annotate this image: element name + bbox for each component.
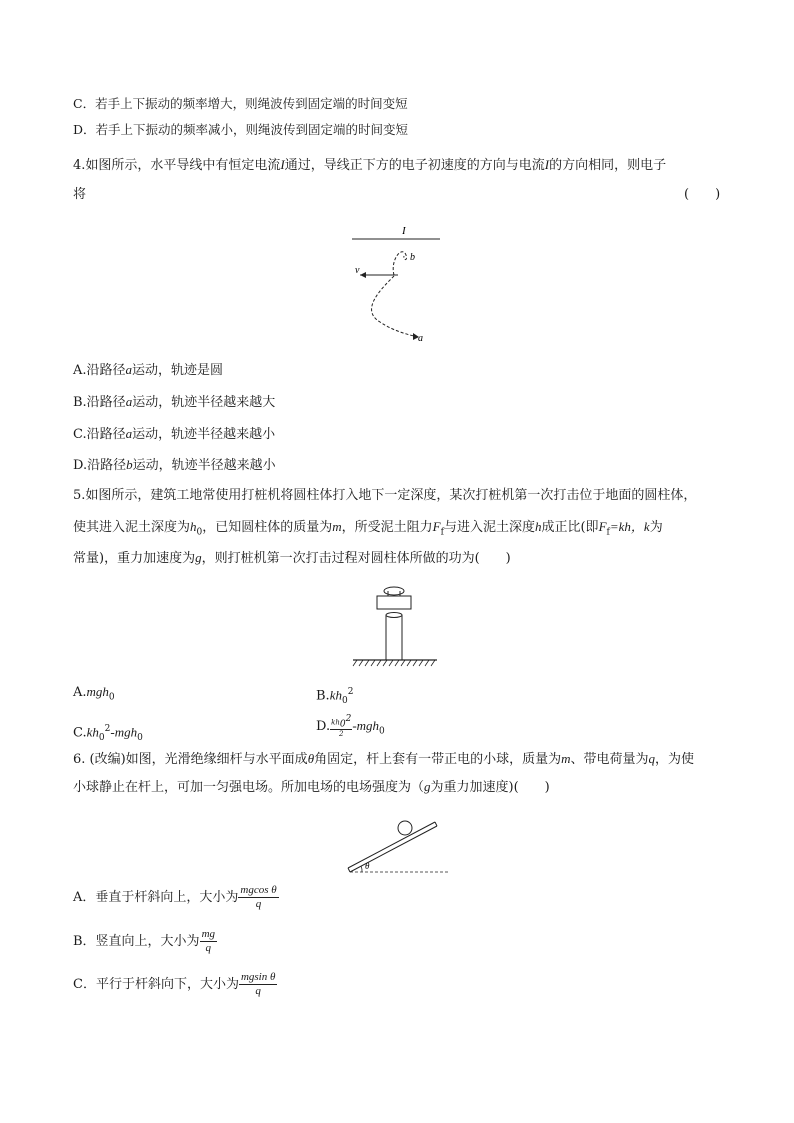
q4-option-d: D.沿路径b运动，轨迹半径越来越小	[73, 457, 276, 473]
q5-option-d-fraction: $\frac{kh_0^2}{2}$	[331, 714, 352, 738]
q4-figure	[340, 220, 460, 345]
q4-fig-label-i: I	[402, 225, 406, 237]
q3-option-c: C．若手上下振动的频率增大，则绳波传到固定端的时间变短	[73, 96, 408, 111]
q4-stem-c: 的方向相同，则电子	[549, 158, 667, 173]
q6-option-a: A．垂直于杆斜向上，大小为 $\frac{\text{mgcos θ}}{q}$	[73, 884, 277, 910]
q5-option-c: $C.kh_0^2-mgh_0$	[73, 724, 143, 743]
q6-stem-line2: 小球静止在杆上，可加一匀强电场。所加电场的电场强度为（g为重力加速度)( )	[73, 779, 550, 795]
q4-stem-b: 通过，导线正下方的电子初速度的方向与电流	[284, 158, 545, 173]
q6-rod-figure	[340, 802, 460, 877]
q5-option-d: D. $\frac{kh_0^2}{2}$ -mgh$_0$	[316, 714, 385, 738]
q3-option-d: D．若手上下振动的频率减小，则绳波传到固定端的时间变短	[73, 122, 409, 137]
q4-stem-line1	[73, 157, 666, 174]
q4-stem-line2: 将	[73, 187, 87, 202]
q4-var-i: I	[280, 157, 285, 172]
q6-fig-label-theta: θ	[365, 861, 370, 871]
q5-option-a: A.mgh$_0$	[73, 684, 115, 703]
q4-path-a	[372, 276, 418, 337]
q6-option-b-fraction: $\frac{mg}{q}$	[201, 928, 216, 954]
q4-option-a: A.沿路径a运动，轨迹是圆	[73, 362, 224, 378]
q5-option-b: $B.kh_0^2$	[316, 687, 354, 706]
q4-fig-label-a: a	[418, 333, 423, 344]
q4-stem-a: 4.如图所示，水平导线中有恒定电流	[73, 158, 281, 173]
q4-option-b: B.沿路径a运动，轨迹半径越来越大	[73, 394, 276, 410]
q5-stem-line2: 使其进入泥土深度为$h_0$，已知圆柱体的质量为m，所受泥土阻力$F_f$与进入泥土深度h成正比(即$F_f=kh$，k为	[73, 519, 663, 538]
q4-var-i2: I	[544, 157, 550, 172]
q6-option-a-fraction: $\frac{\text{mgcos θ}}{q}$	[240, 884, 277, 910]
q6-option-c: C．平行于杆斜向下，大小为 $\frac{\text{mgsin θ}}{q}$	[73, 971, 276, 997]
q4-path-b	[393, 252, 406, 275]
q6-option-c-fraction: $\frac{\text{mgsin θ}}{q}$	[240, 971, 276, 997]
q4-option-c: C.沿路径a运动，轨迹半径越来越小	[73, 426, 276, 442]
q5-pile-driver-figure	[345, 582, 445, 672]
q4-fig-label-b: b	[410, 252, 415, 263]
q6-option-b: B．竖直向上，大小为 $\frac{mg}{q}$	[73, 928, 216, 954]
q4-answer-paren: ( )	[684, 187, 721, 202]
q4-fig-label-v: v	[355, 265, 360, 276]
q5-stem-line3: 常量)，重力加速度为g，则打桩机第一次打击过程对圆柱体所做的功为( )	[73, 550, 511, 566]
q6-stem-line1: 6. (改编)如图，光滑绝缘细杆与水平面成θ角固定，杆上套有一带正电的小球，质量为m、带电荷量为q，为使	[73, 751, 695, 767]
q5-stem-line1: 5.如图所示，建筑工地常使用打桩机将圆柱体打入地下一定深度，某次打桩机第一次打击位于地面的圆柱体，	[73, 488, 697, 503]
